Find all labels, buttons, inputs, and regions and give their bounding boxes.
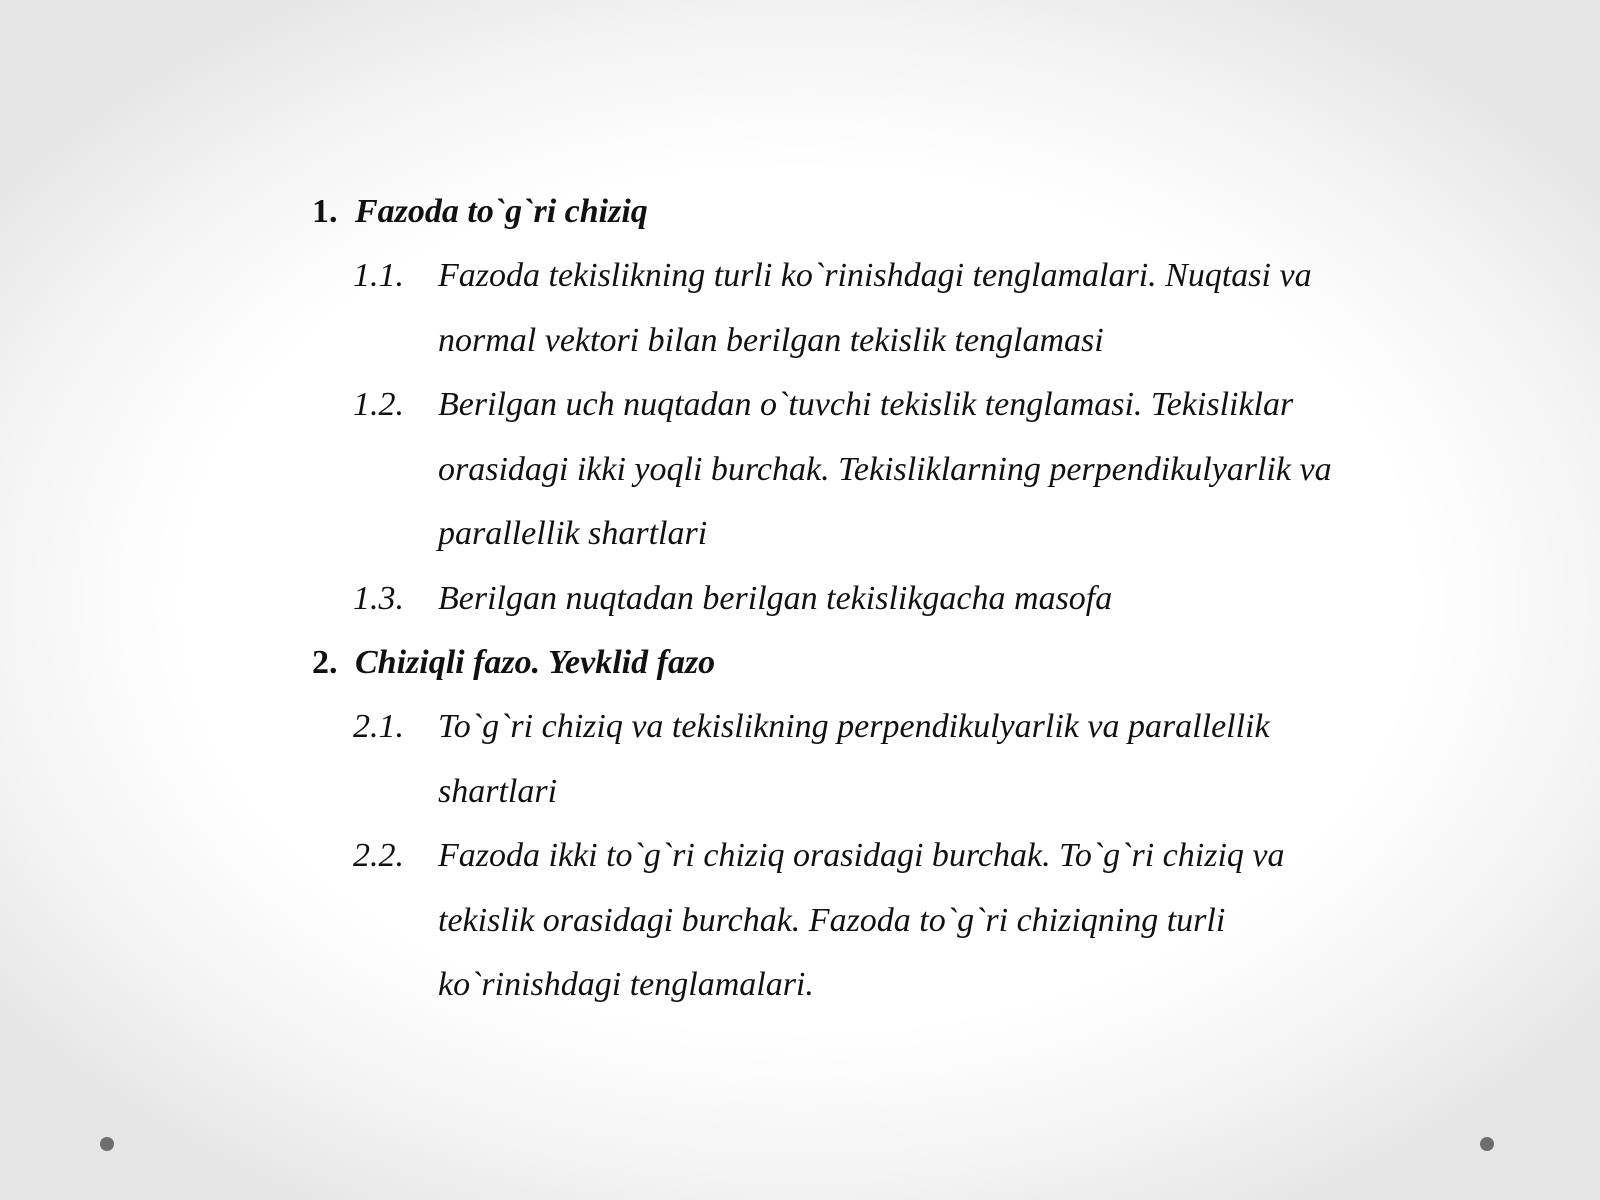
section-title: Fazoda to`g`ri chiziq [355, 193, 648, 230]
section-heading [312, 180, 1372, 244]
section-heading [312, 631, 1372, 695]
bullet-dot-left [100, 1137, 114, 1151]
section-2 [312, 631, 1372, 1018]
section-number: 2. [312, 644, 338, 681]
topic-outline [312, 180, 1372, 1018]
list-item [312, 824, 1372, 1018]
list-item [312, 567, 1372, 632]
item-number: 1.1. [353, 257, 404, 294]
item-number: 1.2. [353, 386, 404, 423]
item-text: Berilgan uch nuqtadan o`tuvchi tekislik tenglamasi. Tekisliklar orasidagi ikki yoqli burchak. Tekisliklarning perpendikulyarlik va parallellik shartlari [438, 386, 1332, 552]
item-text: Fazoda ikki to`g`ri chiziq orasidagi burchak. To`g`ri chiziq va tekislik orasidagi burchak. Fazoda to`g`ri chiziqning turli ko`rinishdagi tenglamalari. [438, 837, 1285, 1003]
item-text: Fazoda tekislikning turli ko`rinishdagi tenglamalari. Nuqtasi va normal vektori bilan berilgan tekislik tenglamasi [438, 257, 1312, 359]
item-text: To`g`ri chiziq va tekislikning perpendikulyarlik va parallellik shartlari [438, 708, 1270, 810]
item-text: Berilgan nuqtadan berilgan tekislikgacha masofa [438, 579, 1113, 617]
section-title: Chiziqli fazo. Yevklid fazo [355, 644, 716, 681]
item-number: 2.2. [353, 837, 404, 874]
list-item [312, 695, 1372, 824]
item-number: 2.1. [353, 708, 404, 745]
list-item [312, 244, 1372, 373]
bullet-dot-right [1480, 1137, 1494, 1151]
list-item [312, 373, 1372, 567]
section-1 [312, 180, 1372, 631]
item-number: 1.3. [353, 579, 404, 617]
section-number: 1. [312, 193, 338, 230]
